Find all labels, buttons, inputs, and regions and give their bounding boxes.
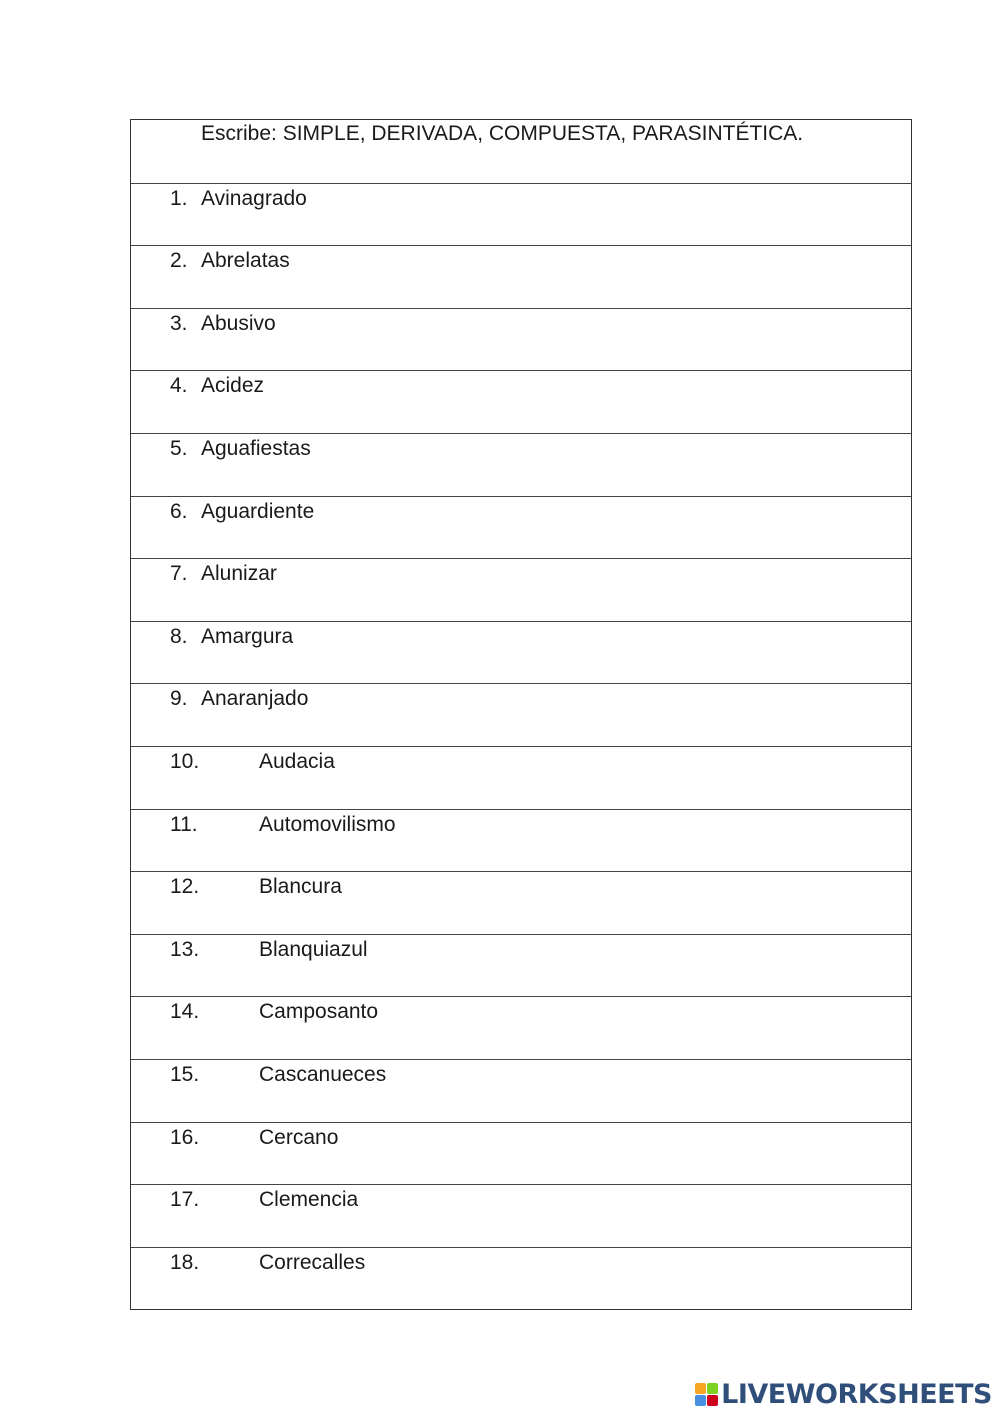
item-word: Clemencia bbox=[259, 1188, 359, 1212]
item-word: Abrelatas bbox=[201, 249, 290, 273]
item-word: Blanquiazul bbox=[259, 937, 368, 961]
item-number: 9. bbox=[170, 687, 188, 711]
item-number: 15. bbox=[170, 1062, 200, 1086]
item-word: Abusivo bbox=[201, 311, 276, 335]
item-row[interactable] bbox=[131, 621, 911, 684]
item-row[interactable] bbox=[131, 245, 911, 308]
logo-square-green bbox=[707, 1383, 718, 1394]
item-row[interactable] bbox=[131, 809, 911, 872]
item-word: Audacia bbox=[259, 749, 335, 773]
item-word: Automovilismo bbox=[259, 812, 396, 836]
item-row[interactable] bbox=[131, 370, 911, 433]
item-row[interactable] bbox=[131, 996, 911, 1059]
brand-text: LIVEWORKSHEETS bbox=[721, 1378, 992, 1410]
item-word: Acidez bbox=[201, 374, 265, 398]
liveworksheets-logo-icon bbox=[695, 1383, 718, 1406]
item-row[interactable] bbox=[131, 1184, 911, 1247]
item-row[interactable] bbox=[131, 1247, 911, 1310]
logo-square-blue bbox=[695, 1395, 706, 1406]
item-number: 3. bbox=[170, 311, 188, 335]
item-word: Alunizar bbox=[201, 562, 277, 586]
item-row[interactable] bbox=[131, 308, 911, 371]
item-word: Cercano bbox=[259, 1125, 339, 1149]
item-word: Camposanto bbox=[259, 1000, 379, 1024]
logo-square-orange bbox=[695, 1383, 706, 1394]
item-word: Cascanueces bbox=[259, 1062, 387, 1086]
item-number: 1. bbox=[170, 186, 188, 210]
item-number: 2. bbox=[170, 249, 188, 273]
item-row[interactable] bbox=[131, 558, 911, 621]
logo-square-red bbox=[707, 1395, 718, 1406]
instruction-row bbox=[131, 120, 911, 183]
item-word: Aguafiestas bbox=[201, 436, 311, 460]
item-row[interactable] bbox=[131, 746, 911, 809]
liveworksheets-brand[interactable] bbox=[695, 1379, 992, 1409]
item-row[interactable] bbox=[131, 683, 911, 746]
item-row[interactable] bbox=[131, 934, 911, 997]
item-word: Correcalles bbox=[259, 1250, 366, 1274]
item-word: Amargura bbox=[201, 624, 294, 648]
item-number: 6. bbox=[170, 499, 188, 523]
item-row[interactable] bbox=[131, 871, 911, 934]
item-row[interactable] bbox=[131, 496, 911, 559]
item-word: Aguardiente bbox=[201, 499, 315, 523]
item-word: Anaranjado bbox=[201, 687, 309, 711]
item-word: Blancura bbox=[259, 875, 342, 899]
item-number: 12. bbox=[170, 875, 200, 899]
item-number: 7. bbox=[170, 562, 188, 586]
item-number: 17. bbox=[170, 1188, 200, 1212]
item-number: 10. bbox=[170, 749, 200, 773]
item-word: Avinagrado bbox=[201, 186, 307, 210]
instruction-text: Escribe: SIMPLE, DERIVADA, COMPUESTA, PARASINTÉTICA. bbox=[201, 122, 804, 145]
item-row[interactable] bbox=[131, 433, 911, 496]
item-number: 4. bbox=[170, 374, 188, 398]
item-number: 16. bbox=[170, 1125, 200, 1149]
item-row[interactable] bbox=[131, 1059, 911, 1122]
item-number: 5. bbox=[170, 436, 188, 460]
item-number: 14. bbox=[170, 1000, 200, 1024]
item-row[interactable] bbox=[131, 1122, 911, 1185]
item-number: 11. bbox=[170, 812, 198, 836]
item-number: 8. bbox=[170, 624, 188, 648]
worksheet-table bbox=[130, 119, 912, 1310]
item-row[interactable] bbox=[131, 183, 911, 246]
item-number: 13. bbox=[170, 937, 200, 961]
item-number: 18. bbox=[170, 1250, 200, 1274]
